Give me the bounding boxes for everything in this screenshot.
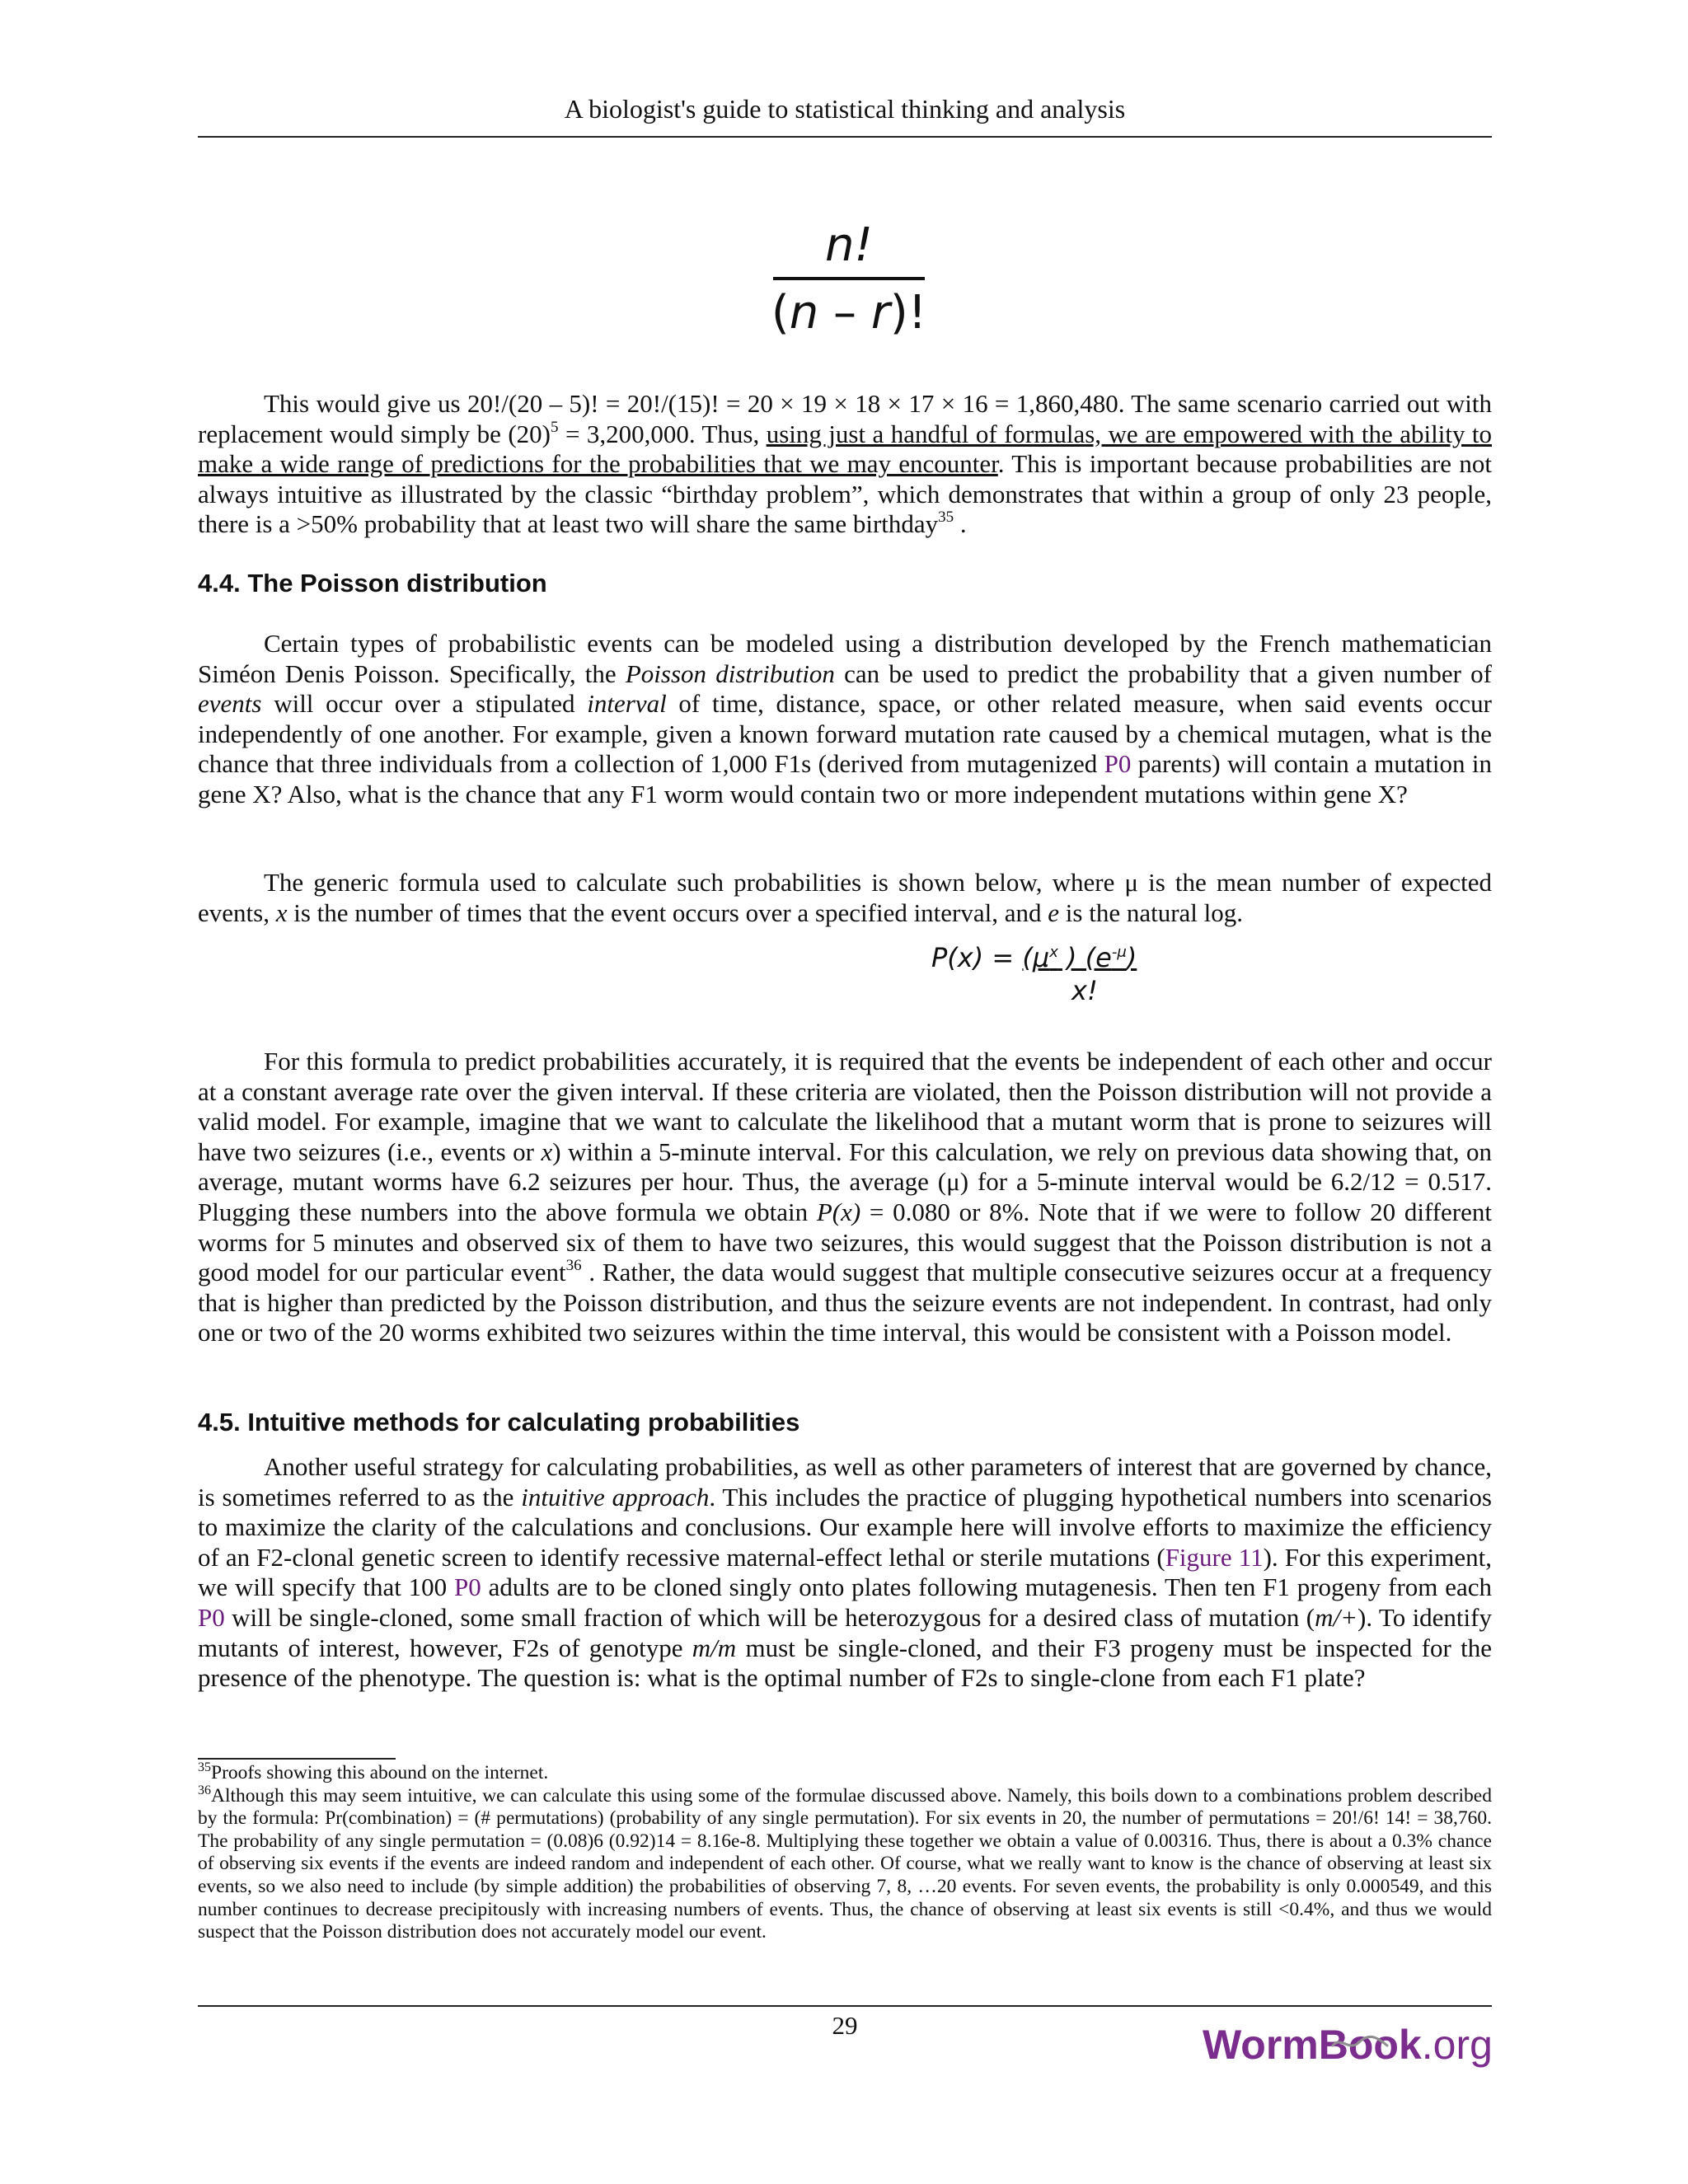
italic-term: intuitive approach [521,1482,710,1511]
footnote-text: Proofs showing this abound on the internet. [211,1762,549,1783]
den-r: r [870,286,890,340]
text-run: . This is important because probabilities are not always intuitive as illustrated by the classic “birthday problem”, which demonstrates that within a group of only 23 people, there is a >50% probability that at least two will share the same birthday [198,449,1492,539]
glossary-link-p0[interactable]: P0 [454,1572,481,1602]
logo-brand: WormBook [1203,2022,1422,2068]
italic-term: Poisson distribution [625,658,835,688]
formula-mid: ) (e [1057,942,1112,973]
italic-term: e [1048,898,1060,927]
text-run: will be single-cloned, some small fraction of which will be heterozygous for a desired class of mutation ( [224,1602,1315,1632]
fraction-bar [773,277,925,280]
text-run: is the number of times that the event occurs over a specified interval, and [287,898,1048,927]
formula-neg-mu-sup: -μ [1111,944,1127,961]
text-run: . This includes the practice of plugging hypothetical numbers into scenarios to maximize the clarity of the calculations and conclusions. Our example here will involve efforts to maximize the efficiency of an F2-clonal genetic screen to identify recessive maternal-effect lethal or sterile mutations ( [198,1482,1492,1572]
logo-tld: .org [1421,2022,1493,2068]
figure-11-link[interactable]: Figure 11 [1165,1542,1264,1572]
permutation-formula [758,216,940,343]
paragraph-poisson-example [198,1047,1492,1348]
text-run: ) within a 5-minute interval. For this calculation, we rely on previous data showing that, on average, mutant worms have 6.2 seizures per hour. Thus, the average (μ) for a 5-minute interval would be 6.2/12 = 0.517. Plugging these numbers into the above formula we obtain [198,1137,1492,1226]
formula-mu: (μ [1022,942,1050,973]
footnote-number: 36 [198,1783,211,1797]
footnote-ref-36[interactable]: 36 [565,1257,582,1275]
text-run: adults are to be cloned singly onto plates following mutagenesis. Then ten F1 progeny from each [481,1572,1492,1602]
footnote-ref-35[interactable]: 35 [938,509,954,527]
text-run: This would give us 20!/(20 – 5)! = 20!/(15)! = 20 × 19 × 18 × 17 × 16 = 1,860,480. The same scenario carried out with replacement would simply be (20) [198,389,1492,448]
den-n: n [789,286,819,340]
paragraph-poisson-intro [198,629,1492,810]
header-rule [198,136,1492,138]
italic-term: interval [587,689,667,719]
text-run: can be used to predict the probability that a given number of [834,658,1492,688]
footnote-rule [198,1758,396,1760]
glossary-link-p0[interactable]: P0 [198,1602,225,1632]
text-run: will occur over a stipulated [261,689,588,719]
page-number: 29 [832,2011,858,2040]
text-run: Certain types of probabilistic events can be modeled using a distribution developed by the French mathematician Siméon Denis Poisson. Specifically, the [198,629,1492,688]
text-run: The generic formula used to calculate such probabilities is shown below, where μ is the mean number of expected events, [198,868,1492,927]
formula-numerator: n! [825,218,873,272]
worm-icon [1331,2034,1389,2054]
text-run: ). For this experiment, we will specify that 100 [198,1542,1492,1602]
text-run: = 3,200,000. Thus, [558,419,767,448]
footer-rule [198,2005,1492,2007]
text-run: of time, distance, space, or other related measure, when said events occur independently of one another. For example, given a known forward mutation rate caused by a chemical mutagen, what is the chance that three individuals from a collection of 1,000 F1s (derived from mutagenized [198,689,1492,779]
underlined-text: using just a handful of formulas, we are empowered with the ability to make a wide range of predictions for the probabilities that we may encounter [198,419,1492,479]
footnotes [198,1762,1492,1944]
formula-denominator [758,284,940,343]
italic-term: x [275,898,288,927]
paragraph-poisson-formula-intro [198,868,1492,928]
text-run: For this formula to predict probabilities accurately, it is required that the events be independent of each other and occur at a constant average rate over the given interval. If these criteria are violated, then the Poisson distribution will not provide a valid model. For example, imagine that we want to calculate the likelihood that a mutant worm that is prone to seizures will have two seizures (i.e., events or [198,1047,1492,1166]
text-run: must be single-cloned, and their F3 progeny must be inspected for the presence of the phenotype. The question is: what is the optimal number of F2s to single-clone from each F1 plate? [198,1633,1492,1693]
den-minus: – [818,286,871,340]
italic-term: P(x) [816,1197,861,1226]
text-run: . [954,509,967,539]
italic-term: x [541,1137,553,1166]
italic-term: events [198,689,262,719]
italic-term: m/m [692,1633,737,1662]
superscript: 5 [551,418,559,436]
section-heading-4-4: 4.4. The Poisson distribution [198,569,547,598]
footnote-36 [198,1785,1492,1944]
text-run: . Rather, the data would suggest that multiple consecutive seizures occur at a frequency that is higher than predicted by the Poisson distribution, and thus the seizure events are not independent. In contrast, had only one or two of the 20 worms exhibited two seizures within the time interval, this would be consistent with a Poisson model. [198,1258,1492,1347]
poisson-formula-line [931,941,1179,974]
italic-term: m/+ [1315,1602,1358,1632]
formula-numerator [1022,942,1137,973]
formula-lhs: P(x) = [931,942,1023,973]
text-run: is the natural log. [1059,898,1244,927]
formula-x-sup: x [1049,944,1058,961]
paragraph-intuitive-approach [198,1452,1492,1694]
den-open: ( [771,286,790,340]
footnote-number: 35 [198,1760,211,1774]
poisson-formula [931,941,1179,1006]
text-run: parents) will contain a mutation in gene X? Also, what is the chance that any F1 worm would contain two or more independent mutations within gene X? [198,749,1492,808]
text-run: = 0.080 or 8%. Note that if we were to follow 20 different worms for 5 minutes and observed six of them to have two seizures, this would suggest that the Poisson distribution is not a good model for our particular event [198,1197,1492,1287]
paragraph-combinatorics [198,389,1492,540]
formula-close: ) [1126,942,1137,973]
text-run: ). To identify mutants of interest, however, F2s of genotype [198,1602,1492,1662]
running-head: A biologist's guide to statistical thinking and analysis [564,94,1126,124]
formula-denominator: x! [1071,975,1098,1006]
text-run: Another useful strategy for calculating probabilities, as well as other parameters of interest that are governed by chance, is sometimes referred to as the [198,1452,1492,1511]
footnote-35 [198,1762,1492,1785]
glossary-link-p0[interactable]: P0 [1104,749,1132,779]
section-heading-4-5: 4.5. Intuitive methods for calculating probabilities [198,1408,800,1436]
den-close: )! [889,286,927,340]
footnote-text: Although this may seem intuitive, we can calculate this using some of the formulae discussed above. Namely, this boils down to a combinations problem described by the formula: Pr(combination) = (# permutations) (probability of any single permutation). For six events in 20, the number of permutations = 20!/6! 14! = 38,760. The probability of any single permutation = (0.08)6 (0.92)14 = 8.16e-8. Multiplying these together we obtain a value of 0.00316. Thus, there is about a 0.3% chance of observing six events if the events are indeed random and independent of each other. Of course, what we really want to know is the chance of observing at least six events, so we also need to include (by simple addition) the probabilities of observing 7, 8, …20 events. For seven events, the probability is only 0.000549, and this number continues to decrease precipitously with increasing numbers of events. Thus, the chance of observing at least six events is still <0.4%, and thus we would suspect that the Poisson distribution does not accurately model our event. [198,1784,1492,1943]
